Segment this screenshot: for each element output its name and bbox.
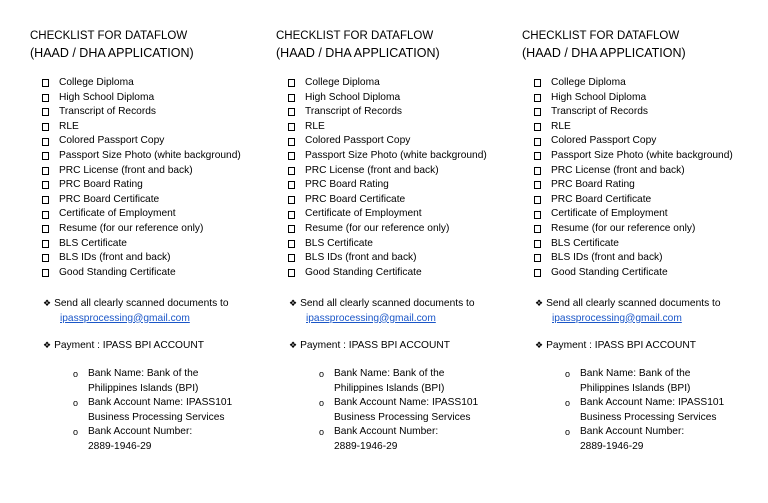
empty-checkbox-icon [42,138,49,146]
send-instruction [535,296,721,326]
checklist-item-label: PRC Board Certificate [305,193,406,205]
checklist-column-1 [30,0,280,503]
checklist-item [42,222,241,237]
checklist-item-label: PRC Board Rating [551,179,635,191]
bank-detail-text: Bank Name: Bank of the Philippines Islands (BPI) [334,368,445,394]
bank-detail-text: Bank Account Name: IPASS101 Business Processing Services [580,397,725,423]
checklist-title: CHECKLIST FOR DATAFLOW [522,30,680,42]
checklist-item [534,76,733,91]
checklist-item [42,134,241,149]
hollow-circle-bullet-icon: o [565,369,571,379]
bank-details-list [319,367,478,455]
empty-checkbox-icon [288,240,295,248]
checklist-item-label: Passport Size Photo (white background) [551,149,733,161]
four-diamond-bullet-icon: ❖ [43,340,52,350]
bank-detail-text: Bank Account Number: 2889-1946-29 [334,426,439,452]
bank-details-list [565,367,724,455]
checklist-item-label: PRC License (front and back) [59,164,193,176]
checklist-item [42,266,241,281]
checklist-subtitle: (HAAD / DHA APPLICATION) [522,46,686,60]
checklist-item [42,105,241,120]
checklist-item-label: Resume (for our reference only) [305,222,450,234]
empty-checkbox-icon [534,211,541,219]
email-link[interactable]: ipassprocessing@gmail.com [552,312,682,324]
checklist-item-label: College Diploma [551,77,626,88]
empty-checkbox-icon [288,269,295,277]
bank-detail-item [565,396,724,425]
checklist-item-label: Resume (for our reference only) [59,222,204,234]
checklist-item-label: Certificate of Employment [305,208,422,220]
checklist-item [288,149,487,164]
checklist-item [288,164,487,179]
empty-checkbox-icon [288,138,295,146]
document-checklist [42,76,241,280]
hollow-circle-bullet-icon: o [73,369,79,379]
empty-checkbox-icon [534,152,541,160]
four-diamond-bullet-icon: ❖ [289,340,298,350]
checklist-item-label: PRC Board Rating [59,179,143,191]
checklist-item-label: Transcript of Records [305,106,402,118]
checklist-item-label: PRC Board Certificate [59,193,160,205]
hollow-circle-bullet-icon: o [565,427,571,438]
checklist-item-label: Transcript of Records [59,106,156,118]
checklist-item [42,251,241,266]
checklist-item [534,193,733,208]
bank-detail-text: Bank Account Number: 2889-1946-29 [580,426,685,452]
checklist-item-label: PRC Board Certificate [551,193,652,205]
checklist-item [288,237,487,252]
checklist-item [534,222,733,237]
bank-detail-item [73,425,232,454]
checklist-item-label: PRC License (front and back) [305,164,439,176]
checklist-item-label: College Diploma [59,77,134,88]
empty-checkbox-icon [534,138,541,146]
empty-checkbox-icon [288,123,295,131]
checklist-item [288,266,487,281]
payment-heading-text: Payment : IPASS BPI ACCOUNT [54,340,204,351]
checklist-item [42,76,241,91]
document-checklist [534,76,733,280]
bank-detail-text: Bank Name: Bank of the Philippines Islands (BPI) [580,368,691,394]
four-diamond-bullet-icon: ❖ [535,340,544,350]
checklist-item [534,91,733,106]
checklist-item [534,251,733,266]
checklist-item-label: Colored Passport Copy [305,135,411,147]
checklist-item [288,207,487,222]
empty-checkbox-icon [42,225,49,233]
empty-checkbox-icon [534,123,541,131]
checklist-item [534,266,733,281]
empty-checkbox-icon [534,269,541,277]
empty-checkbox-icon [288,211,295,219]
checklist-item [42,178,241,193]
hollow-circle-bullet-icon: o [319,427,325,438]
checklist-title: CHECKLIST FOR DATAFLOW [276,30,434,42]
send-instruction [289,296,475,326]
checklist-item-label: Resume (for our reference only) [551,222,696,234]
checklist-item [534,120,733,135]
empty-checkbox-icon [288,181,295,189]
bank-detail-text: Bank Account Name: IPASS101 Business Processing Services [334,397,479,423]
empty-checkbox-icon [288,167,295,175]
checklist-item [288,120,487,135]
checklist-item [288,105,487,120]
checklist-item-label: BLS IDs (front and back) [59,252,171,264]
checklist-item [42,120,241,135]
bank-detail-item [565,425,724,454]
checklist-item-label: RLE [305,120,325,132]
checklist-item-label: High School Diploma [59,91,155,103]
payment-heading [289,338,450,354]
hollow-circle-bullet-icon: o [73,398,79,409]
checklist-item [288,178,487,193]
checklist-item-label: Passport Size Photo (white background) [59,149,241,161]
checklist-item-label: Colored Passport Copy [551,135,657,147]
hollow-circle-bullet-icon: o [319,398,325,409]
empty-checkbox-icon [288,108,295,116]
bank-detail-item [319,396,478,425]
empty-checkbox-icon [534,167,541,175]
checklist-item-label: BLS IDs (front and back) [305,252,417,264]
send-instruction [43,296,229,326]
email-link[interactable]: ipassprocessing@gmail.com [306,312,436,324]
bank-detail-item [73,367,232,396]
checklist-item-label: High School Diploma [305,91,401,103]
empty-checkbox-icon [42,240,49,248]
checklist-item [42,149,241,164]
checklist-item-label: Good Standing Certificate [59,266,176,278]
checklist-item-label: High School Diploma [551,91,647,103]
empty-checkbox-icon [42,254,49,262]
checklist-item-label: Passport Size Photo (white background) [305,149,487,161]
checklist-item [42,207,241,222]
checklist-item [534,134,733,149]
checklist-item [42,237,241,252]
bank-detail-item [565,367,724,396]
empty-checkbox-icon [534,108,541,116]
checklist-item-label: RLE [551,120,571,132]
four-diamond-bullet-icon: ❖ [535,298,544,308]
checklist-item-label: Certificate of Employment [59,208,176,220]
four-diamond-bullet-icon: ❖ [289,298,298,308]
empty-checkbox-icon [534,254,541,262]
checklist-item [534,105,733,120]
empty-checkbox-icon [42,196,49,204]
bank-detail-text: Bank Name: Bank of the Philippines Islands (BPI) [88,368,199,394]
checklist-item [288,91,487,106]
checklist-item [42,193,241,208]
checklist-item-label: BLS Certificate [305,237,373,249]
bank-detail-text: Bank Account Number: 2889-1946-29 [88,426,193,452]
checklist-item-label: Transcript of Records [551,106,648,118]
empty-checkbox-icon [42,167,49,175]
payment-heading [535,338,696,354]
checklist-item [534,237,733,252]
empty-checkbox-icon [534,94,541,102]
checklist-title: CHECKLIST FOR DATAFLOW [30,30,188,42]
bank-details-list [73,367,232,455]
empty-checkbox-icon [42,269,49,277]
checklist-item [534,164,733,179]
checklist-item-label: PRC License (front and back) [551,164,685,176]
empty-checkbox-icon [288,225,295,233]
checklist-item [288,76,487,91]
document-checklist [288,76,487,280]
bank-detail-item [319,367,478,396]
checklist-item-label: Certificate of Employment [551,208,668,220]
empty-checkbox-icon [534,196,541,204]
payment-heading-text: Payment : IPASS BPI ACCOUNT [300,340,450,351]
empty-checkbox-icon [42,211,49,219]
empty-checkbox-icon [288,94,295,102]
checklist-item-label: PRC Board Rating [305,179,389,191]
empty-checkbox-icon [288,254,295,262]
send-instruction-text: Send all clearly scanned documents to [54,298,229,309]
hollow-circle-bullet-icon: o [319,369,325,379]
checklist-item-label: BLS IDs (front and back) [551,252,663,264]
empty-checkbox-icon [288,79,295,87]
bank-detail-item [319,425,478,454]
checklist-item-label: Good Standing Certificate [305,266,422,278]
checklist-item [534,149,733,164]
empty-checkbox-icon [534,79,541,87]
payment-heading [43,338,204,354]
checklist-item [288,222,487,237]
empty-checkbox-icon [42,152,49,160]
payment-heading-text: Payment : IPASS BPI ACCOUNT [546,340,696,351]
checklist-item [534,178,733,193]
checklist-item [42,164,241,179]
empty-checkbox-icon [534,240,541,248]
empty-checkbox-icon [288,196,295,204]
checklist-column-2 [276,0,526,503]
checklist-item-label: College Diploma [305,77,380,88]
empty-checkbox-icon [42,181,49,189]
checklist-item [42,91,241,106]
four-diamond-bullet-icon: ❖ [43,298,52,308]
checklist-item [534,207,733,222]
email-link[interactable]: ipassprocessing@gmail.com [60,312,190,324]
checklist-item-label: BLS Certificate [59,237,127,249]
hollow-circle-bullet-icon: o [565,398,571,409]
bank-detail-text: Bank Account Name: IPASS101 Business Processing Services [88,397,233,423]
bank-detail-item [73,396,232,425]
empty-checkbox-icon [42,123,49,131]
hollow-circle-bullet-icon: o [73,427,79,438]
empty-checkbox-icon [534,225,541,233]
empty-checkbox-icon [42,79,49,87]
checklist-column-3 [522,0,768,503]
checklist-subtitle: (HAAD / DHA APPLICATION) [30,46,194,60]
empty-checkbox-icon [534,181,541,189]
checklist-item-label: Good Standing Certificate [551,266,668,278]
empty-checkbox-icon [42,108,49,116]
checklist-subtitle: (HAAD / DHA APPLICATION) [276,46,440,60]
send-instruction-text: Send all clearly scanned documents to [300,298,475,309]
checklist-item-label: Colored Passport Copy [59,135,165,147]
empty-checkbox-icon [288,152,295,160]
checklist-item-label: RLE [59,120,79,132]
send-instruction-text: Send all clearly scanned documents to [546,298,721,309]
checklist-item [288,251,487,266]
checklist-item [288,134,487,149]
checklist-item [288,193,487,208]
checklist-item-label: BLS Certificate [551,237,619,249]
empty-checkbox-icon [42,94,49,102]
